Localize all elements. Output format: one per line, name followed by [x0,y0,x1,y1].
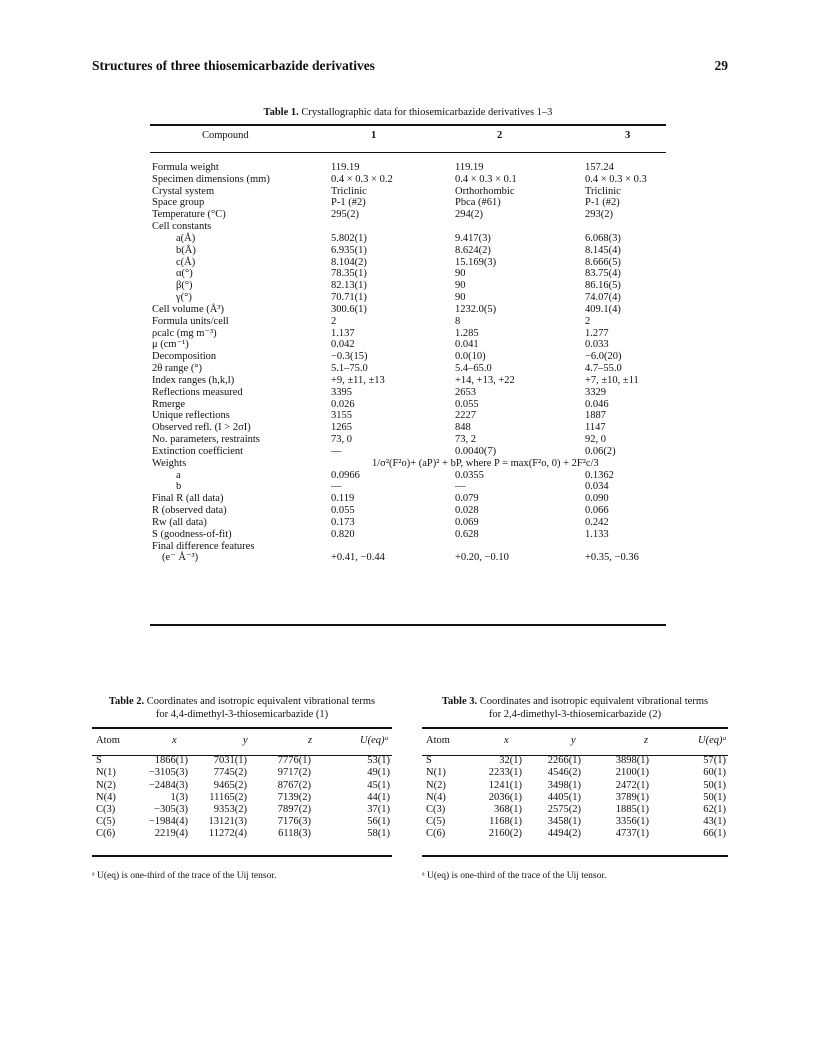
table1-row [150,470,666,482]
table3-header-rule [422,755,728,756]
row-label: b(Å) [176,244,196,256]
cell-value-2: 9.417(3) [455,232,491,244]
row-label: Extinction coefficient [152,445,244,457]
cell-value-3: 6.068(3) [585,232,621,244]
page-number: 29 [714,58,728,73]
table1-row [150,280,666,292]
cell-value-2: Orthorhombic [455,185,515,197]
coord-value: 2233(1) [488,767,522,779]
cell-value-1: 5.1–75.0 [331,363,368,375]
table-row [92,792,392,804]
cell-value-2: 1.285 [455,327,479,339]
cell-value-2: 2653 [455,386,476,398]
cell-value-2: 294(2) [455,209,483,221]
table2-caption-label: Table 2. [108,696,145,707]
table3-bottom-rule [422,855,728,857]
coord-value: 3356(1) [615,816,649,828]
coord-value: 49(1) [367,767,390,779]
cell-value-2: 5.4–65.0 [455,363,492,375]
cell-value-1: — [331,445,342,457]
cell-value-1: 82.13(1) [331,280,367,292]
coord-value: 11165(2) [209,791,247,803]
table1-row [150,529,666,541]
coord-value: 11272(4) [208,828,247,840]
coord-value: 1866(1) [154,755,188,767]
table1-caption [150,107,666,120]
coord-value: 43(1) [703,816,726,828]
table2-header-row [92,735,392,747]
row-label: c(Å) [176,256,196,268]
table1-row [150,517,666,529]
table1-row [150,233,666,245]
table1-row [150,268,666,280]
row-label-line2: (e⁻ Å⁻³) [162,551,199,563]
coord-value: 2472(1) [615,779,649,791]
row-label: Index ranges (h,k,l) [152,374,235,386]
cell-value-1: 0.026 [331,398,355,410]
table1-caption-label: Table 1. [263,107,299,118]
cell-value-2: 119.19 [455,162,484,173]
coord-value: 2266(1) [547,755,581,767]
cell-value-3: 157.24 [585,162,614,173]
cell-value-1: Triclinic [331,185,367,197]
coord-value: 4737(1) [615,828,649,840]
table1-header-3: 3 [625,130,631,141]
cell-value-1: −0.3(15) [331,351,368,363]
cell-value-3: 3329 [585,386,606,398]
atom-label: N(4) [96,791,116,803]
coord-value: 9353(2) [213,803,247,815]
table1-row [150,186,666,198]
table1-top-rule [150,124,666,126]
atom-label: C(6) [426,828,446,840]
coord-value: 3498(1) [547,779,581,791]
cell-value-1: P-1 (#2) [331,197,366,209]
coord-value: 7139(2) [277,791,311,803]
cell-value-2: 0.4 × 0.3 × 0.1 [455,173,517,185]
table1-header-2: 2 [497,130,503,141]
table1-row [150,257,666,269]
table1-body [150,162,666,563]
cell-value-3: 0.242 [585,516,609,528]
cell-value-3: 0.090 [585,493,609,505]
cell-value-1: 2 [331,315,337,327]
row-label: Decomposition [152,351,217,363]
cell-value-2: 90 [455,268,466,280]
atom-label: C(6) [96,828,116,840]
cell-value-2: 73, 2 [455,434,476,446]
table-row [92,816,392,828]
atom-label: N(1) [96,767,116,779]
cell-value-1: 119.19 [331,162,360,173]
cell-value-1: 1.137 [331,327,355,339]
row-label: Final difference features [152,540,255,552]
atom-label: S [96,755,102,767]
coord-value: −305(3) [154,803,188,815]
table2-header-1: x [172,735,177,746]
table-row [422,792,728,804]
table1-row [150,221,666,233]
coord-value: 1241(1) [488,779,522,791]
table1-row [150,410,666,422]
table1-row [150,422,666,434]
table3-header-2: y [571,735,576,746]
coord-value: −3105(3) [148,767,188,779]
row-label: β(°) [176,280,193,292]
coord-value: 7897(2) [277,803,311,815]
table-row [92,828,392,840]
table1-row [150,481,666,493]
coord-value: 2160(2) [488,828,522,840]
coord-value: 1885(1) [615,803,649,815]
coord-value: 7176(3) [277,816,311,828]
row-label: Final R (all data) [152,493,224,505]
row-label: Space group [152,197,205,209]
row-label: Temperature (°C) [152,209,226,221]
coord-value: 50(1) [703,779,726,791]
row-label: Formula units/cell [152,315,229,327]
row-label: Observed refl. (I > 2σI) [152,422,251,434]
coord-value: 6118(3) [278,828,311,840]
coord-value: 58(1) [367,828,390,840]
table1-row [150,245,666,257]
cell-value-1: 73, 0 [331,434,352,446]
table2-bottom-rule [92,855,392,857]
table1-bottom-rule [150,624,666,626]
row-label: Specimen dimensions (mm) [152,173,270,185]
coord-value: 53(1) [367,755,390,767]
cell-value-2: +14, +13, +22 [455,374,515,386]
coord-value: 4405(1) [547,791,581,803]
row-label: α(°) [176,268,193,280]
table3-header-row [422,735,728,747]
table1-row-final-diff [150,541,666,563]
atom-label: C(3) [96,803,116,815]
cell-value-3: 0.1362 [585,469,614,481]
table2-caption-line2: for 4,4-dimethyl-3-thiosemicarbazide (1) [155,709,329,720]
cell-value-3: 0.034 [585,481,609,493]
coord-value: 13121(3) [208,816,247,828]
atom-label: N(4) [426,791,446,803]
coord-value: 32(1) [499,755,522,767]
row-label: ρcalc (mg m⁻³) [152,327,217,339]
cell-value-2: 0.0(10) [455,351,486,363]
table1-row [150,162,666,174]
row-label: 2θ range (°) [152,363,203,375]
cell-value-1: 5.802(1) [331,232,367,244]
row-label: b [176,481,182,493]
atom-label: S [426,755,432,767]
row-label: R (observed data) [152,505,227,517]
coord-value: 8767(2) [277,779,311,791]
coord-value: 7776(1) [277,755,311,767]
running-head [92,58,728,74]
table1-header-rule [150,152,666,153]
row-label: Reflections measured [152,386,243,398]
table-row [422,780,728,792]
table1-row [150,351,666,363]
table2-top-rule [92,727,392,729]
table3-header-1: x [504,735,509,746]
cell-value-3: 86.16(5) [585,280,621,292]
cell-value-3: 74.07(4) [585,292,621,304]
table3-top-rule [422,727,728,729]
row-label: a(Å) [176,232,196,244]
coord-value: 1(3) [170,791,188,803]
cell-value-2: — [455,481,466,493]
cell-value-3: 1.277 [585,327,609,339]
table-row [422,804,728,816]
cell-value-2: 8.624(2) [455,244,491,256]
table-row [92,755,392,767]
cell-value-1: 8.104(2) [331,256,367,268]
cell-value-1: 0.0966 [331,469,360,481]
cell-value-3: 83.75(4) [585,268,621,280]
cell-value-1: 6.935(1) [331,244,367,256]
table1-row [150,493,666,505]
cell-value-1: 0.042 [331,339,355,351]
table1-header-compound: Compound [202,130,249,141]
cell-value-2: 0.0040(7) [455,445,497,457]
cell-value-2: 0.0355 [455,469,484,481]
table1-row [150,197,666,209]
cell-value-3: +0.35, −0.36 [585,551,639,563]
coord-value: −1984(4) [148,816,188,828]
cell-value-2: 90 [455,280,466,292]
table1-row [150,328,666,340]
cell-value-3: 8.666(5) [585,256,621,268]
table1-row-weights [150,458,666,470]
coord-value: 4494(2) [547,828,581,840]
table1-row [150,387,666,399]
table1-row [150,505,666,517]
cell-value-2: 15.169(3) [455,256,497,268]
table-row [422,755,728,767]
cell-value-3: 2 [585,315,591,327]
table3-caption-label: Table 3. [441,696,478,707]
table1-row [150,174,666,186]
table-row [422,767,728,779]
cell-value-1: 0.4 × 0.3 × 0.2 [331,173,393,185]
table-row [92,767,392,779]
coord-value: 2219(4) [154,828,188,840]
coord-value: 3789(1) [615,791,649,803]
row-label: Cell constants [152,221,212,233]
table1-row [150,399,666,411]
table2-caption [92,695,392,721]
cell-value-1: 3395 [331,386,352,398]
coord-value: 56(1) [367,816,390,828]
table1-row [150,339,666,351]
coord-value: 57(1) [703,755,726,767]
table1-row [150,375,666,387]
cell-value-3: 8.145(4) [585,244,621,256]
row-label: a [176,469,181,481]
coord-value: 2575(2) [547,803,581,815]
table1-header-1: 1 [371,130,377,141]
cell-value-3: 0.06(2) [585,445,616,457]
cell-value-1: 3155 [331,410,352,422]
cell-value-1: +9, ±11, ±13 [331,374,385,386]
cell-value-3: −6.0(20) [585,351,622,363]
coord-value: 44(1) [367,791,390,803]
table2-caption-line1: Coordinates and isotropic equivalent vibrational terms [146,696,376,707]
row-label: γ(°) [176,292,192,304]
row-label: Rmerge [152,398,186,410]
cell-value-3: +7, ±10, ±11 [585,374,639,386]
table2-footnote: ᵃ U(eq) is one-third of the trace of the Uij tensor. [92,871,277,881]
cell-value-3: Triclinic [585,185,621,197]
coord-value: 368(1) [494,803,522,815]
table1-row [150,316,666,328]
coord-value: 7031(1) [213,755,247,767]
cell-value-1: 300.6(1) [331,303,367,315]
coord-value: 62(1) [703,803,726,815]
table3-caption-line2: for 2,4-dimethyl-3-thiosemicarbazide (2) [488,709,662,720]
atom-label: N(2) [96,779,116,791]
cell-value-3: P-1 (#2) [585,197,620,209]
cell-value-1: 78.35(1) [331,268,367,280]
row-label: Rw (all data) [152,516,207,528]
table3-caption-line1: Coordinates and isotropic equivalent vibrational terms [479,696,709,707]
coord-value: 1168(1) [489,816,522,828]
table2-header-4: U(eq)ᵃ [360,735,389,746]
cell-value-3: 0.046 [585,398,609,410]
cell-value-3: 92, 0 [585,434,606,446]
table1-row [150,363,666,375]
row-label: Unique reflections [152,410,230,422]
cell-value-2: 0.041 [455,339,479,351]
coord-value: 9717(2) [277,767,311,779]
table3-header-3: z [644,735,649,746]
atom-label: C(5) [96,816,116,828]
cell-value-1: 70.71(1) [331,292,367,304]
table1-caption-text: Crystallographic data for thiosemicarbazide derivatives 1–3 [301,107,553,118]
table3-caption [422,695,728,721]
table3 [422,735,728,841]
table1-row [150,292,666,304]
cell-value-2: 0.028 [455,505,479,517]
row-label: Weights [152,457,187,469]
cell-value-1: 0.055 [331,505,355,517]
table-row [422,828,728,840]
cell-value-2: +0.20, −0.10 [455,551,509,563]
cell-value-2: 8 [455,315,461,327]
atom-label: N(2) [426,779,446,791]
table3-header-0: Atom [426,735,450,746]
coord-value: 7745(2) [213,767,247,779]
coord-value: −2484(3) [148,779,188,791]
cell-value-2: 848 [455,422,471,434]
row-label: Formula weight [152,162,219,173]
coord-value: 45(1) [367,779,390,791]
cell-value-2: Pbca (#61) [455,197,501,209]
table2-header-3: z [308,735,313,746]
cell-value-2: 0.079 [455,493,479,505]
cell-value-3: 1.133 [585,528,609,540]
cell-value-1: +0.41, −0.44 [331,551,385,563]
table1-row [150,304,666,316]
coord-value: 2036(1) [488,791,522,803]
table1-row [150,209,666,221]
table3-footnote: ᵃ U(eq) is one-third of the trace of the Uij tensor. [422,871,607,881]
cell-value-1: 295(2) [331,209,359,221]
running-title: Structures of three thiosemicarbazide derivatives [92,58,375,73]
table-row [92,780,392,792]
coord-value: 3458(1) [547,816,581,828]
row-label: μ (cm⁻¹) [152,339,189,351]
table1-row [150,446,666,458]
cell-value-2: 1232.0(5) [455,303,497,315]
cell-value-1: 0.119 [331,493,355,505]
cell-value-2: 0.069 [455,516,479,528]
row-label: Crystal system [152,185,215,197]
atom-label: C(5) [426,816,446,828]
table1-header-row [150,130,666,146]
cell-value-1: 0.173 [331,516,355,528]
row-label: S (goodness-of-fit) [152,528,232,540]
table2-header-0: Atom [96,735,120,746]
cell-value-3: 409.1(4) [585,303,621,315]
cell-value-2: 90 [455,292,466,304]
coord-value: 66(1) [703,828,726,840]
row-label: No. parameters, restraints [152,434,260,446]
cell-value-1: 0.820 [331,528,355,540]
cell-value-3: 1147 [585,422,606,434]
table-row [422,816,728,828]
table2-header-2: y [243,735,248,746]
table-row [92,804,392,816]
atom-label: C(3) [426,803,446,815]
weights-formula: 1/σ²(F²o)+ (aP)² + bP, where P = max(F²o, 0) + 2F²c/3 [372,457,599,469]
cell-value-3: 0.066 [585,505,609,517]
coord-value: 50(1) [703,791,726,803]
cell-value-1: 1265 [331,422,352,434]
table3-header-4: U(eq)ᵃ [698,735,727,746]
cell-value-3: 0.033 [585,339,609,351]
table2-header-rule [92,755,392,756]
cell-value-2: 0.055 [455,398,479,410]
cell-value-1: — [331,481,342,493]
row-label: Cell volume (Å³) [152,303,224,315]
coord-value: 37(1) [367,803,390,815]
atom-label: N(1) [426,767,446,779]
cell-value-2: 2227 [455,410,476,422]
cell-value-3: 0.4 × 0.3 × 0.3 [585,173,647,185]
cell-value-3: 293(2) [585,209,613,221]
coord-value: 9465(2) [213,779,247,791]
cell-value-3: 4.7–55.0 [585,363,622,375]
coord-value: 4546(2) [547,767,581,779]
coord-value: 3898(1) [615,755,649,767]
coord-value: 2100(1) [615,767,649,779]
table1-row [150,434,666,446]
cell-value-3: 1887 [585,410,606,422]
table2 [92,735,392,841]
coord-value: 60(1) [703,767,726,779]
cell-value-2: 0.628 [455,528,479,540]
